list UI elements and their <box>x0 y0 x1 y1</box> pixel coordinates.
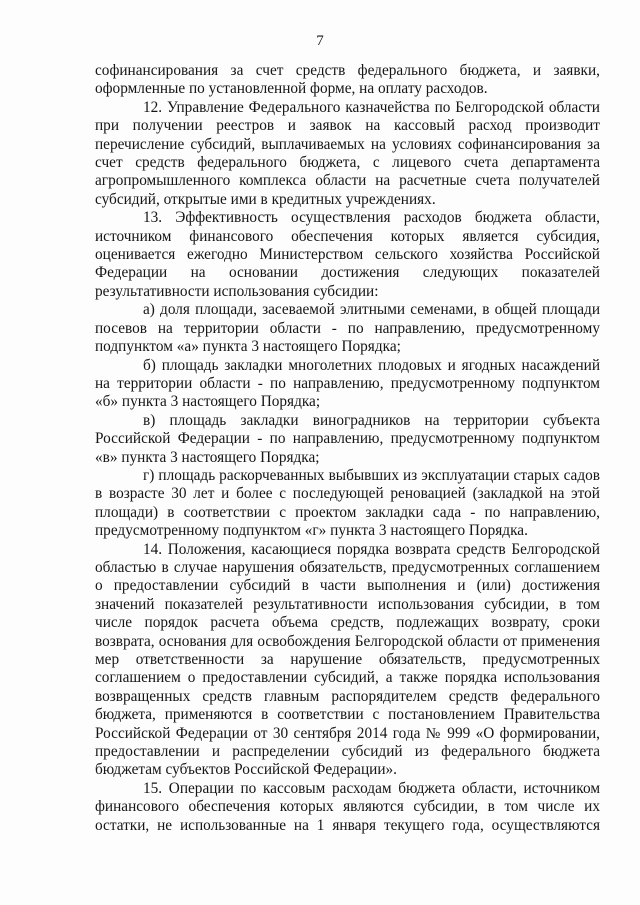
paragraph-13-a: а) доля площади, засеваемой элитными семенами, в общей площади посевов на территории области - по направлению, предусмотренному подпунктом «а» пункта 3 настоящего Порядка; <box>95 301 600 356</box>
paragraph-13-g: г) площадь раскорчеванных выбывших из эксплуатации старых садов в возрасте 30 лет и более с последующей реновацией (закладкой на этой площади) в соответствии с проектом закладки сада - по направлению, предусмотренному подпунктом «г» пункта 3 настоящего Порядка. <box>95 466 600 540</box>
paragraph-13-v: в) площадь закладки виноградников на территории субъекта Российской Федерации - по направлению, предусмотренному подпунктом «в» пункта 3 настоящего Порядка; <box>95 411 600 466</box>
body-text <box>95 62 600 835</box>
paragraph-15: 15. Операции по кассовым расходам бюджета области, источником финансового обеспечения которых являются субсидии, в том числе их остатки, не использованные на 1 января текущего года, осуществляются <box>95 779 600 834</box>
paragraph-14: 14. Положения, касающиеся порядка возврата средств Белгородской областью в случае нарушения обязательств, предусмотренных соглашением о предоставлении субсидий в части выполнения и (или) достижения значений показателей результативности использования субсидии, в том числе порядок расчета объема средств, подлежащих возврату, сроки возврата, основания для освобождения Белгородской области от применения мер ответственности за нарушение обязательств, предусмотренных соглашением о предоставлении субсидий, а также порядка использования возвращенных средств главным распорядителем средств федерального бюджета, применяются в соответствии с постановлением Правительства Российской Федерации от 30 сентября 2014 года № 999 «О формировании, предоставлении и распределении субсидий из федерального бюджета бюджетам субъектов Российской Федерации». <box>95 540 600 779</box>
paragraph-12: 12. Управление Федерального казначейства по Белгородской области при получении реестров и заявок на кассовый расход производит перечисление субсидий, выплачиваемых на условиях софинансирования за счет средств федерального бюджета, с лицевого счета департамента агропромышленного комплекса области на расчетные счета получателей субсидий, открытые ими в кредитных учреждениях. <box>95 98 600 208</box>
paragraph-13: 13. Эффективность осуществления расходов бюджета области, источником финансового обеспечения которых является субсидия, оценивается ежегодно Министерством сельского хозяйства Российской Федерации на основании достижения следующих показателей результативности использования субсидии: <box>95 209 600 300</box>
paragraph-13-b: б) площадь закладки многолетних плодовых и ягодных насаждений на территории области - по направлению, предусмотренному подпунктом «б» пункта 3 настоящего Порядка; <box>95 356 600 411</box>
paragraph-continuation: софинансирования за счет средств федерального бюджета, и заявки, оформленные по установленной форме, на оплату расходов. <box>95 62 600 98</box>
page-number: 7 <box>316 33 324 49</box>
